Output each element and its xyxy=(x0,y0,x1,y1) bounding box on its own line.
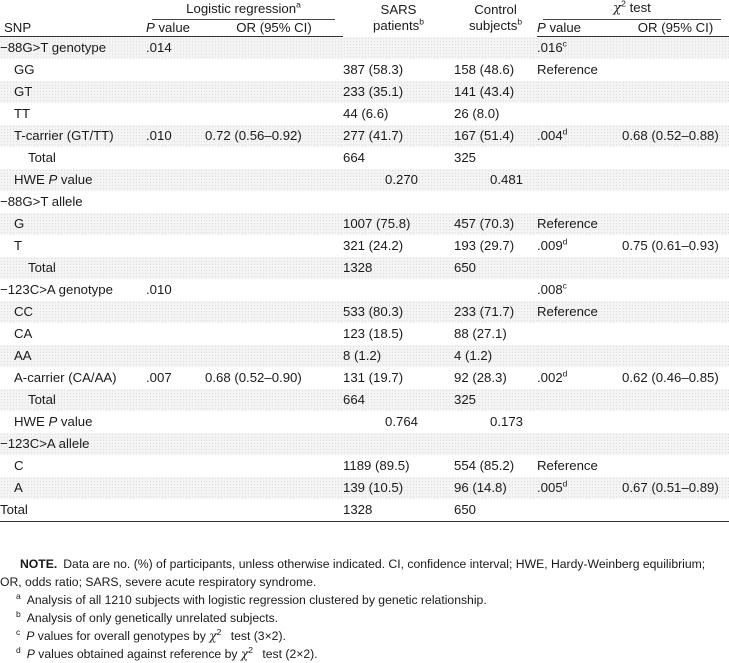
logistic-p-value-cell: .007 xyxy=(146,370,172,385)
table-row xyxy=(0,323,729,345)
note-paragraph: NOTE. Data are no. (%) of participants, unless otherwise indicated. CI, confidence interval; HWE, Hardy-Weinberg equilibrium; OR, odds ratio; SARS, severe acute respiratory syndrome. xyxy=(0,557,706,589)
row-label: T xyxy=(14,238,23,253)
control-subjects-cell: 167 (51.4) xyxy=(454,125,537,147)
logistic-or-ci-cell xyxy=(205,301,343,323)
logistic-p-value-header: P value xyxy=(146,20,205,37)
logistic-or-ci-cell xyxy=(205,345,343,367)
control-subjects-cell: 0.481 xyxy=(454,169,537,191)
row-label: G xyxy=(0,213,146,235)
chi-or-ci-cell xyxy=(622,81,729,103)
table-row xyxy=(0,257,729,279)
chi-square-group-header: $\chi^2$ test xyxy=(537,0,729,20)
table-row xyxy=(0,389,729,411)
logistic-or-ci-cell xyxy=(205,213,343,235)
control-subjects-cell: 650 xyxy=(454,257,537,279)
logistic-p-value-cell: .010 xyxy=(146,282,172,297)
row-label: −123C>A allele xyxy=(0,433,146,455)
chi-or-ci-cell: 0.75 (0.61–0.93) xyxy=(622,238,719,253)
chi-or-ci-cell: 0.68 (0.52–0.88) xyxy=(622,125,729,147)
logistic-or-ci-cell xyxy=(205,323,343,345)
sars-patients-cell: 0.270 xyxy=(343,169,454,191)
table-row xyxy=(0,279,729,301)
logistic-p-value-cell xyxy=(146,301,205,323)
table-row xyxy=(0,191,729,213)
logistic-p-value-cell xyxy=(146,191,205,213)
chi-p-value-cell: .008$^c$ xyxy=(537,280,567,297)
logistic-p-value-cell xyxy=(146,213,205,235)
logistic-p-value-cell xyxy=(146,323,205,345)
chi-or-ci-cell xyxy=(622,279,729,301)
control-subjects-cell: 325 xyxy=(454,150,477,165)
row-label: GG xyxy=(14,62,35,77)
sars-patients-cell: 233 (35.1) xyxy=(343,81,454,103)
row-label: C xyxy=(14,458,24,473)
sars-patients-header: SARS patients$^b$ xyxy=(373,1,424,33)
logistic-or-ci-cell xyxy=(205,37,343,60)
sars-patients-cell xyxy=(343,433,454,455)
row-label: GT xyxy=(0,81,146,103)
logistic-regression-group-header: Logistic regression$^a$ xyxy=(146,0,343,20)
control-subjects-cell: 233 (71.7) xyxy=(454,301,537,323)
control-subjects-cell: 193 (29.7) xyxy=(454,238,515,253)
logistic-p-value-cell xyxy=(146,147,205,169)
row-label: HWE P value xyxy=(14,414,93,429)
logistic-p-value-cell xyxy=(146,257,205,279)
control-subjects-cell: 554 (85.2) xyxy=(454,458,515,473)
header-spacer xyxy=(0,0,146,20)
chi-p-value-cell: Reference xyxy=(537,458,598,473)
table-row xyxy=(0,125,729,147)
control-subjects-cell xyxy=(454,191,537,213)
row-label: CA xyxy=(14,326,33,341)
sars-patients-cell: 321 (24.2) xyxy=(343,238,404,253)
chi-p-value-cell xyxy=(537,433,622,455)
logistic-p-value-cell xyxy=(146,103,205,125)
sars-patients-cell: 1007 (75.8) xyxy=(343,213,454,235)
logistic-p-value-cell xyxy=(146,389,205,411)
chi-or-ci-cell xyxy=(622,389,729,411)
sars-patients-cell: 139 (10.5) xyxy=(343,477,454,499)
row-label: T-carrier (GT/TT) xyxy=(0,125,146,147)
logistic-p-value-cell: .010 xyxy=(146,125,205,147)
row-label: −88G>T genotype xyxy=(0,37,146,60)
chi-or-ci-cell: 0.62 (0.46–0.85) xyxy=(622,370,719,385)
sars-patients-cell xyxy=(343,191,454,213)
control-subjects-cell: 4 (1.2) xyxy=(454,345,537,367)
table-row xyxy=(0,455,729,477)
chi-or-ci-cell xyxy=(622,411,729,433)
row-label: Total xyxy=(0,257,146,279)
sars-patients-cell: 1328 xyxy=(343,499,454,522)
logistic-p-value-cell xyxy=(146,455,205,477)
chi-or-ci-cell xyxy=(622,59,729,81)
control-subjects-cell xyxy=(454,279,537,301)
logistic-or-ci-cell: 0.68 (0.52–0.90) xyxy=(205,370,302,385)
chi-or-ci-cell xyxy=(622,455,729,477)
chi-p-value-cell xyxy=(537,389,622,411)
control-subjects-cell: 26 (8.0) xyxy=(454,106,500,121)
table-row xyxy=(0,37,729,60)
sars-patients-cell: 131 (19.7) xyxy=(343,370,404,385)
sars-patients-cell: 1328 xyxy=(343,257,454,279)
logistic-or-ci-cell xyxy=(205,499,343,522)
chi-p-value-cell xyxy=(537,191,622,213)
chi-p-value-cell: .005$^d$ xyxy=(537,477,622,499)
logistic-or-ci-cell xyxy=(205,257,343,279)
chi-or-ci-cell xyxy=(622,301,729,323)
sars-patients-cell: 123 (18.5) xyxy=(343,326,404,341)
control-subjects-header: Control subjects$^b$ xyxy=(468,1,523,33)
sars-patients-cell: 1189 (89.5) xyxy=(343,458,410,473)
table-row xyxy=(0,213,729,235)
chi-p-value-cell xyxy=(537,345,622,367)
control-subjects-cell: 325 xyxy=(454,389,537,411)
sars-patients-cell: 44 (6.6) xyxy=(343,106,389,121)
chi-p-value-cell xyxy=(537,323,622,345)
sars-patients-cell: 277 (41.7) xyxy=(343,125,454,147)
row-label: Total xyxy=(0,389,146,411)
logistic-or-ci-cell xyxy=(205,103,343,125)
sars-patients-cell xyxy=(343,37,454,60)
chi-or-ci-cell xyxy=(622,433,729,455)
chi-or-ci-cell xyxy=(622,499,729,522)
table-row xyxy=(0,103,729,125)
row-label: CC xyxy=(0,301,146,323)
control-subjects-cell: 457 (70.3) xyxy=(454,213,537,235)
control-subjects-cell: 650 xyxy=(454,499,537,522)
chi-p-value-cell: .009$^d$ xyxy=(537,236,568,253)
row-label: A-carrier (CA/AA) xyxy=(14,370,117,385)
logistic-or-ci-cell xyxy=(205,81,343,103)
table-row xyxy=(0,477,729,499)
footnote-c: $^c$ P values for overall genotypes by $\chi^2$ test (3×2). xyxy=(16,626,286,643)
table-row xyxy=(0,235,729,257)
footnotes xyxy=(0,591,729,663)
logistic-p-value-cell xyxy=(146,433,205,455)
control-subjects-cell xyxy=(454,433,537,455)
logistic-or-ci-cell xyxy=(205,279,343,301)
chi-p-value-cell xyxy=(537,81,622,103)
chi-p-value-cell: .016$^c$ xyxy=(537,37,622,60)
chi-p-value-cell xyxy=(537,169,622,191)
chi-p-value-cell xyxy=(537,499,622,522)
logistic-or-ci-cell xyxy=(205,59,343,81)
table-row xyxy=(0,345,729,367)
table-row xyxy=(0,301,729,323)
chi-p-value-cell xyxy=(537,103,622,125)
control-subjects-cell: 92 (28.3) xyxy=(454,370,507,385)
logistic-or-ci-cell xyxy=(205,477,343,499)
footnote-b: $^b$ Analysis of only genetically unrelated subjects. xyxy=(16,608,279,625)
logistic-p-value-cell xyxy=(146,169,205,191)
row-label: TT xyxy=(14,106,31,121)
logistic-p-value-cell xyxy=(146,499,205,522)
table-row xyxy=(0,169,729,191)
chi-or-ci-cell xyxy=(622,37,729,60)
logistic-or-ci-cell: 0.72 (0.56–0.92) xyxy=(205,125,343,147)
footnote-d: $^d$ P values obtained against reference by $\chi^2$ test (2×2). xyxy=(16,644,318,661)
logistic-p-value-cell xyxy=(146,477,205,499)
chi-p-value-cell: .004$^d$ xyxy=(537,125,622,147)
row-label: Total xyxy=(28,150,56,165)
control-subjects-cell: 88 (27.1) xyxy=(454,326,507,341)
logistic-p-value-cell xyxy=(146,345,205,367)
chi-or-ci-cell: 0.67 (0.51–0.89) xyxy=(622,477,729,499)
footnote-a: $^a$ Analysis of all 1210 subjects with logistic regression clustered by genetic relationship. xyxy=(16,590,487,607)
row-label: AA xyxy=(0,345,146,367)
table-row xyxy=(0,499,729,522)
chi-or-ci-cell xyxy=(622,147,729,169)
chi-or-ci-cell xyxy=(622,345,729,367)
control-subjects-cell: 141 (43.4) xyxy=(454,81,537,103)
logistic-p-value-cell: .014 xyxy=(146,37,205,60)
chi-or-ci-cell xyxy=(622,213,729,235)
chi-p-value-cell: Reference xyxy=(537,301,622,323)
table-row xyxy=(0,433,729,455)
control-subjects-cell: 96 (14.8) xyxy=(454,477,537,499)
sars-patients-cell: 0.764 xyxy=(385,414,419,429)
table-row xyxy=(0,367,729,389)
logistic-p-value-cell xyxy=(146,235,205,257)
chi-p-value-cell xyxy=(537,257,622,279)
chi-p-value-header: P value xyxy=(537,20,622,37)
sars-patients-cell: 664 xyxy=(343,389,454,411)
table-row xyxy=(0,411,729,433)
chi-p-value-cell xyxy=(537,147,622,169)
control-subjects-cell: 158 (48.6) xyxy=(454,62,515,77)
table-body xyxy=(0,37,729,522)
sars-patients-cell: 664 xyxy=(343,150,366,165)
logistic-p-value-cell xyxy=(146,81,205,103)
chi-p-value-cell: Reference xyxy=(537,213,622,235)
row-label: A xyxy=(0,477,146,499)
chi-p-value-cell: .002$^d$ xyxy=(537,368,568,385)
logistic-or-ci-cell xyxy=(205,389,343,411)
control-subjects-cell: 0.173 xyxy=(490,414,524,429)
chi-or-ci-header: OR (95% CI) xyxy=(622,20,729,37)
sars-patients-cell: 8 (1.2) xyxy=(343,345,454,367)
table-row xyxy=(0,147,729,169)
logistic-or-ci-cell xyxy=(205,191,343,213)
sars-patients-cell: 533 (80.3) xyxy=(343,301,454,323)
row-label: HWE P value xyxy=(0,169,146,191)
logistic-or-ci-cell xyxy=(205,147,343,169)
logistic-or-ci-cell xyxy=(205,455,343,477)
control-subjects-cell xyxy=(454,37,537,60)
logistic-p-value-cell xyxy=(146,411,205,433)
table-notes xyxy=(0,555,729,663)
sars-patients-cell xyxy=(343,279,454,301)
snp-header: SNP xyxy=(0,20,146,37)
chi-or-ci-cell xyxy=(622,169,729,191)
chi-or-ci-cell xyxy=(622,191,729,213)
logistic-or-ci-cell xyxy=(205,433,343,455)
row-label: Total xyxy=(0,499,146,522)
logistic-or-ci-cell xyxy=(205,169,343,191)
logistic-p-value-cell xyxy=(146,59,205,81)
logistic-or-ci-cell xyxy=(205,235,343,257)
sars-patients-cell: 387 (58.3) xyxy=(343,62,404,77)
row-label: −88G>T allele xyxy=(0,194,83,209)
logistic-or-ci-cell xyxy=(205,411,343,433)
chi-or-ci-cell xyxy=(622,103,729,125)
row-label: −123C>A genotype xyxy=(0,282,113,297)
chi-or-ci-cell xyxy=(622,257,729,279)
table-row xyxy=(0,81,729,103)
table-row xyxy=(0,59,729,81)
chi-or-ci-cell xyxy=(622,323,729,345)
chi-p-value-cell: Reference xyxy=(537,62,598,77)
chi-p-value-cell xyxy=(537,411,622,433)
logistic-or-ci-header: OR (95% CI) xyxy=(205,20,343,37)
